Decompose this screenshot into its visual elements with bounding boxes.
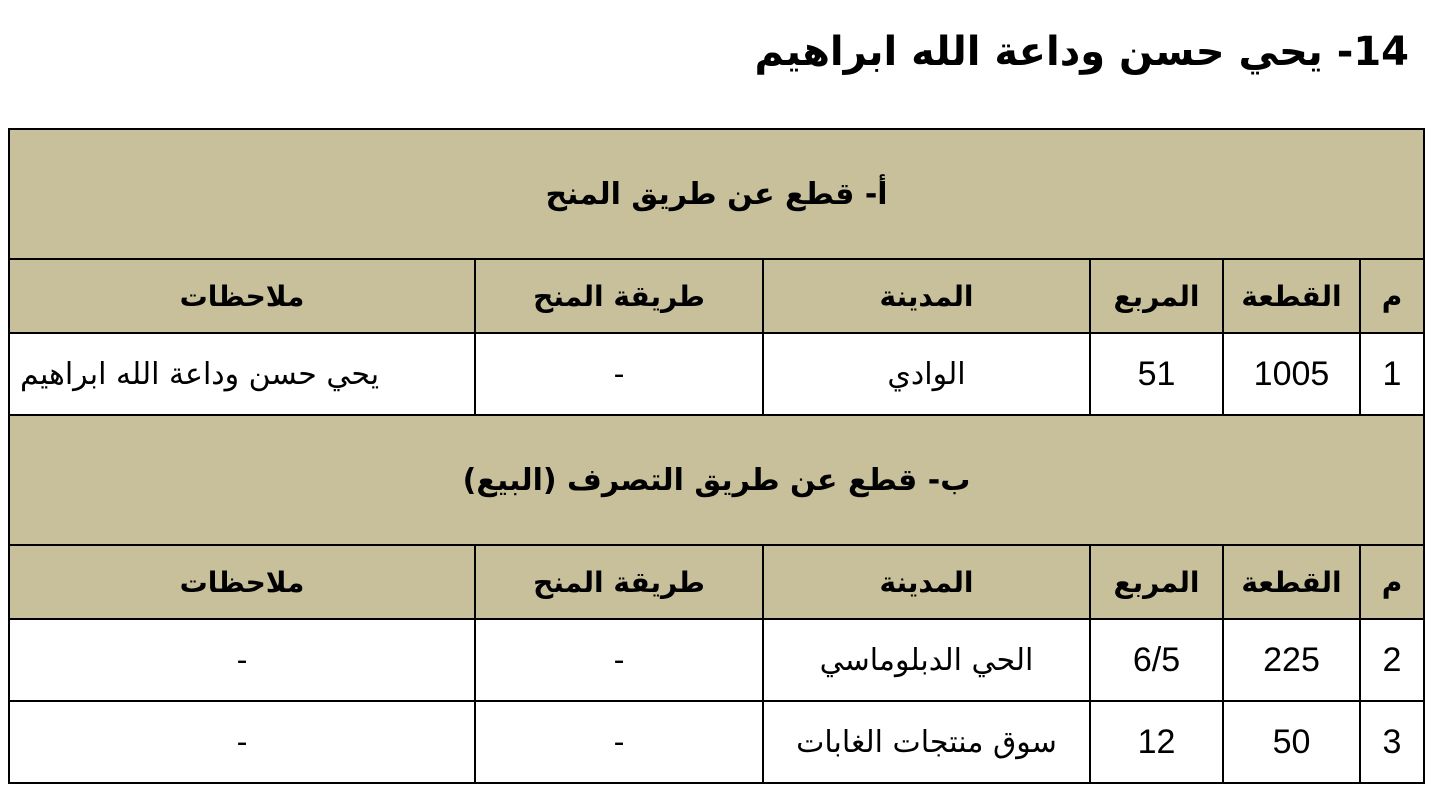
- section-a-title-row: [9, 129, 1424, 259]
- header-plot: القطعة: [1223, 259, 1360, 333]
- section-b-header-row: [9, 545, 1424, 619]
- cell-city: الوادي: [763, 333, 1090, 415]
- table-row: [9, 619, 1424, 701]
- section-a-header-row: [9, 259, 1424, 333]
- header-method: طريقة المنح: [475, 545, 763, 619]
- cell-square: 12: [1090, 701, 1223, 783]
- cell-notes: يحي حسن وداعة الله ابراهيم: [9, 333, 475, 415]
- cell-city: الحي الدبلوماسي: [763, 619, 1090, 701]
- header-index: م: [1360, 259, 1424, 333]
- cell-index: 2: [1360, 619, 1424, 701]
- header-square: المربع: [1090, 259, 1223, 333]
- cell-notes: -: [9, 619, 475, 701]
- cell-method: -: [475, 701, 763, 783]
- cell-method: -: [475, 619, 763, 701]
- cell-index: 3: [1360, 701, 1424, 783]
- header-city: المدينة: [763, 545, 1090, 619]
- header-square: المربع: [1090, 545, 1223, 619]
- table-row: [9, 333, 1424, 415]
- header-notes: ملاحظات: [9, 545, 475, 619]
- section-b-title-row: [9, 415, 1424, 545]
- cell-square: 6/5: [1090, 619, 1223, 701]
- header-city: المدينة: [763, 259, 1090, 333]
- header-index: م: [1360, 545, 1424, 619]
- section-a-title: أ- قطع عن طريق المنح: [9, 129, 1424, 259]
- table-row: [9, 701, 1424, 783]
- header-plot: القطعة: [1223, 545, 1360, 619]
- cell-plot: 1005: [1223, 333, 1360, 415]
- cell-method: -: [475, 333, 763, 415]
- cell-plot: 50: [1223, 701, 1360, 783]
- section-b-title: ب- قطع عن طريق التصرف (البيع): [9, 415, 1424, 545]
- records-table: [8, 128, 1425, 784]
- cell-city: سوق منتجات الغابات: [763, 701, 1090, 783]
- cell-index: 1: [1360, 333, 1424, 415]
- cell-square: 51: [1090, 333, 1223, 415]
- header-notes: ملاحظات: [9, 259, 475, 333]
- header-method: طريقة المنح: [475, 259, 763, 333]
- document-title: 14- يحي حسن وداعة الله ابراهيم: [754, 29, 1409, 75]
- cell-notes: -: [9, 701, 475, 783]
- cell-plot: 225: [1223, 619, 1360, 701]
